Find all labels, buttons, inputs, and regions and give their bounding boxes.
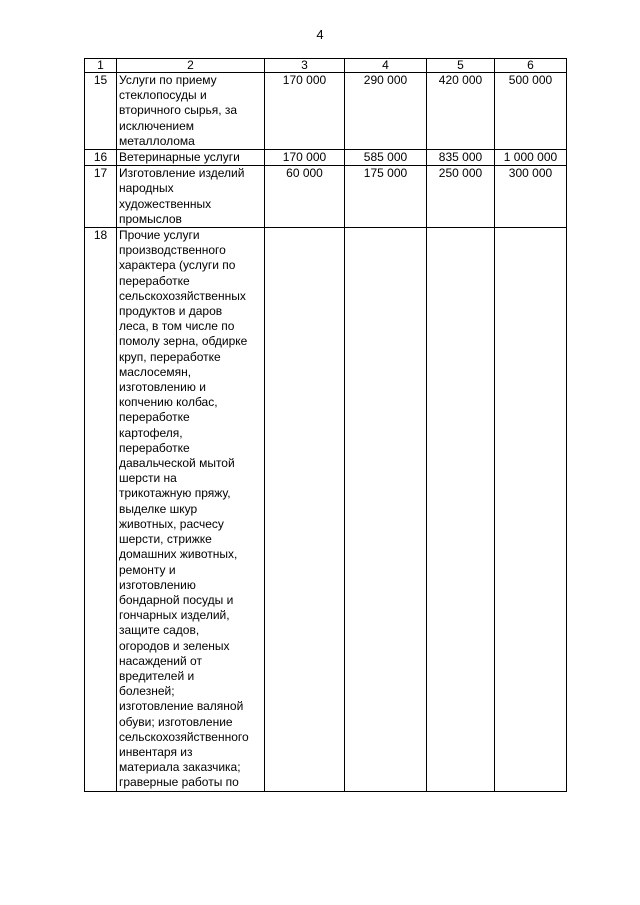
value-cell [427,228,495,792]
row-number: 18 [85,228,117,792]
header-cell: 3 [265,59,345,73]
page-number: 4 [316,27,324,42]
row-number: 17 [85,166,117,228]
table-row [85,73,567,150]
header-cell: 6 [495,59,567,73]
value-cell: 500 000 [495,73,567,150]
value-cell: 290 000 [345,73,427,150]
table-row [85,166,567,228]
value-cell: 420 000 [427,73,495,150]
row-number: 16 [85,150,117,166]
service-name: Услуги по приему стеклопосуды и вторичного сырья, за исключением металлолома [117,73,265,150]
value-cell: 835 000 [427,150,495,166]
table-row [85,228,567,792]
header-cell: 5 [427,59,495,73]
service-name: Изготовление изделий народных художественных промыслов [117,166,265,228]
table-row [85,150,567,166]
row-number: 15 [85,73,117,150]
table-header-row [85,59,567,73]
value-cell: 175 000 [345,166,427,228]
value-cell: 170 000 [265,150,345,166]
tariff-table [84,58,567,792]
value-cell: 250 000 [427,166,495,228]
service-name: Прочие услуги производственного характера (услуги по переработке сельскохозяйственных продуктов и даров леса, в том числе по помолу зерна, обдирке круп, переработке маслосемян, изготовлению и копчению колбас, переработке картофеля, переработке давальческой мытой шерсти на трикотажную пряжу, выделке шкур животных, расчесу шерсти, стрижке домашних животных, ремонту и изготовлению бондарной посуды и гончарных изделий, защите садов, огородов и зеленых насаждений от вредителей и болезней; изготовление валяной обуви; изготовление сельскохозяйственного инвентаря из материала заказчика; граверные работы по [117,228,265,792]
value-cell [265,228,345,792]
value-cell: 300 000 [495,166,567,228]
service-name: Ветеринарные услуги [117,150,265,166]
value-cell [495,228,567,792]
value-cell: 585 000 [345,150,427,166]
header-cell: 2 [117,59,265,73]
value-cell: 60 000 [265,166,345,228]
value-cell: 1 000 000 [495,150,567,166]
value-cell [345,228,427,792]
header-cell: 1 [85,59,117,73]
value-cell: 170 000 [265,73,345,150]
header-cell: 4 [345,59,427,73]
